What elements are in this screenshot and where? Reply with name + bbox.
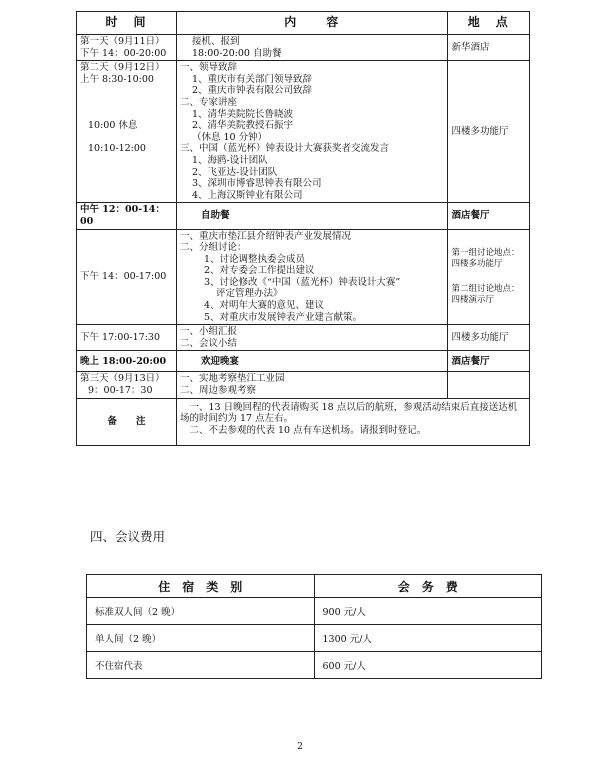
time-cell [77, 61, 177, 203]
lodging-type: 不住宿代表 [87, 652, 315, 679]
remarks-content [176, 398, 529, 445]
content-cell [176, 61, 447, 203]
time-line: 第二天（9月12日） [80, 62, 165, 74]
content-line: 评定管理办法》 [215, 288, 283, 300]
content-line: 1、讨论调整执委会成员 [203, 253, 306, 265]
header-time: 时 间 [77, 12, 177, 35]
schedule-row-day1 [77, 35, 530, 61]
content-cell: 欢迎晚宴 [176, 351, 447, 372]
schedule-row-remarks [77, 398, 530, 445]
content-line: 3、讨论修改《“中国（蓝光杯）钟表设计大赛” [203, 276, 401, 288]
location-cell [448, 372, 530, 398]
schedule-row-day3 [77, 372, 530, 398]
fees-row [87, 598, 542, 625]
header-location: 地 点 [448, 12, 530, 35]
fee-amount: 1300 元/人 [314, 625, 542, 652]
remark-line: 一、13 日晚回程的代表请购买 18 点以后的航班，参观活动结束后直接送达机场的时间约为 17 点左右。 [179, 401, 518, 425]
time-line: 上午 8:30-10:00 [80, 73, 154, 85]
content-line: 18:00-20:00 自助餐 [191, 47, 282, 59]
time-cell: 下午 17:00-17:30 [77, 325, 177, 351]
content-cell [176, 325, 447, 351]
time-line: 第一天（9月11日） [80, 36, 165, 47]
fee-amount: 900 元/人 [314, 598, 542, 625]
header-content: 内 容 [176, 12, 447, 35]
content-line: 4、上海汉斯钟业有限公司 [191, 189, 303, 201]
schedule-row-summary [77, 325, 530, 351]
content-line: 一、实地考察垫江工业园 [179, 373, 285, 385]
time-line: 9：00-17：30 [88, 385, 153, 397]
fees-header-row [87, 575, 542, 598]
content-cell [176, 372, 447, 398]
time-cell: 晚上 18:00-20:00 [77, 351, 177, 372]
fees-row [87, 625, 542, 652]
location-cell: 四楼多功能厅 [448, 325, 530, 351]
remarks-label: 备 注 [77, 398, 177, 445]
content-line: 1、重庆市有关部门领导致辞 [191, 73, 313, 85]
content-line: 1、清华美院院长鲁晓波 [191, 108, 294, 120]
content-line: 2、飞亚达-设计团队 [191, 166, 278, 178]
content-line: 一、重庆市垫江县介绍钟表产业发展情况 [179, 230, 351, 242]
section-title-fees: 四、会议费用 [90, 529, 166, 544]
schedule-row-lunch [77, 203, 530, 229]
time-cell [77, 372, 177, 398]
fees-table [86, 574, 542, 679]
header-lodging-type: 住 宿 类 别 [87, 575, 315, 598]
content-line: 二、专家讲座 [179, 96, 237, 108]
content-line: 2、对专委会工作提出建议 [203, 265, 315, 277]
location-line: 第二组讨论地点： [451, 283, 520, 294]
schedule-row-banquet [77, 351, 530, 372]
time-line: 10:10-12:00 [88, 143, 146, 155]
schedule-table [76, 11, 530, 446]
content-line: 2、重庆市钟表有限公司致辞 [191, 85, 313, 97]
content-line: 二、会议小结 [179, 337, 237, 349]
content-line: 三、中国（蓝光杯）钟表设计大赛获奖者交流发言 [179, 143, 389, 155]
location-line: 第一组讨论地点： [451, 247, 520, 258]
location-cell [448, 229, 530, 325]
location-cell: 酒店餐厅 [448, 351, 530, 372]
time-cell [77, 35, 177, 61]
content-cell [176, 35, 447, 61]
content-cell [176, 229, 447, 325]
time-line: 10:00 休息 [88, 120, 138, 132]
time-line: 第三天（9月13日） [80, 373, 165, 385]
location-line: 四楼多功能厅 [451, 258, 503, 269]
time-cell: 下午 14：00-17:00 [77, 229, 177, 325]
time-line: 下午 14：00-20:00 [80, 47, 167, 59]
schedule-header-row [77, 12, 530, 35]
content-line: 一、小组汇报 [179, 326, 237, 338]
content-line: 接机、报到 [191, 36, 240, 47]
time-cell: 中午 12：00-14：00 [77, 203, 177, 229]
page-number: 2 [297, 742, 303, 752]
content-line: 2、清华美院教授石振宇 [191, 120, 294, 132]
content-line: 5、对重庆市发展钟表产业建言献策。 [203, 311, 363, 323]
header-fee: 会 务 费 [314, 575, 542, 598]
content-line: 二、分组讨论： [179, 242, 247, 254]
content-line: 4、对明年大赛的意见、建议 [203, 300, 325, 312]
lodging-type: 标准双人间（2 晚） [87, 598, 315, 625]
location-line: 四楼演示厅 [451, 294, 494, 305]
content-line: 1、海鸥-设计团队 [191, 154, 268, 166]
schedule-row-day2-morning [77, 61, 530, 203]
content-cell: 自助餐 [176, 203, 447, 229]
content-line: （休息 10 分钟） [191, 131, 268, 143]
location-cell: 新华酒店 [448, 35, 530, 61]
remark-line: 二、不去参观的代表 10 点有车送机场。请报到时登记。 [189, 424, 427, 436]
content-line: 二、周边参观考察 [179, 385, 256, 397]
lodging-type: 单人间（2 晚） [87, 625, 315, 652]
location-cell: 酒店餐厅 [448, 203, 530, 229]
fees-row [87, 652, 542, 679]
content-line: 3、深圳市博睿思钟表有限公司 [191, 178, 322, 190]
schedule-row-afternoon [77, 229, 530, 325]
location-cell: 四楼多功能厅 [448, 61, 530, 203]
fee-amount: 600 元/人 [314, 652, 542, 679]
content-line: 一、领导致辞 [179, 62, 237, 74]
